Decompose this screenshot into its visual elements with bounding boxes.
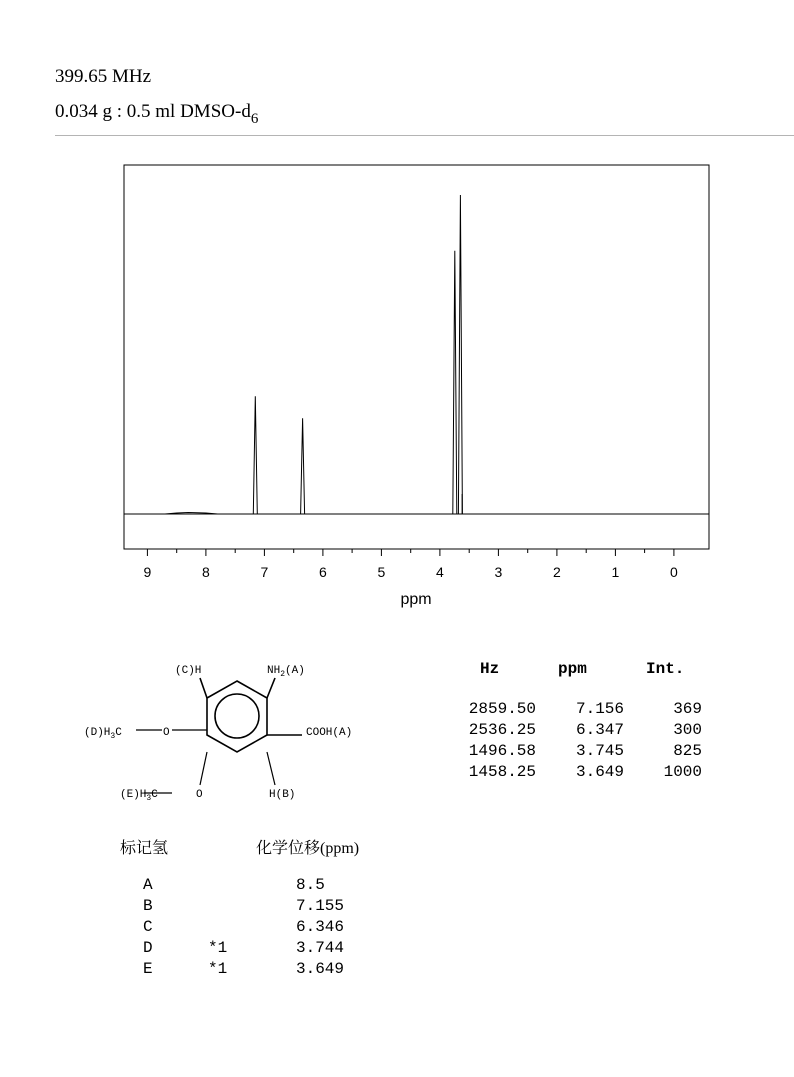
tick-label: 8 bbox=[202, 564, 210, 580]
tick-label: 3 bbox=[494, 564, 503, 580]
assignment-note: *1 bbox=[208, 939, 228, 957]
peak-intensity: 369 bbox=[673, 700, 702, 718]
assignment-label: E bbox=[143, 960, 153, 978]
chemical-structure bbox=[70, 650, 390, 810]
tick-label: 5 bbox=[377, 564, 386, 580]
tick-label: 7 bbox=[260, 564, 269, 580]
assignment-label: C bbox=[143, 918, 153, 936]
tick-label: 0 bbox=[670, 564, 678, 580]
label-e-methyl-sub: 3 bbox=[146, 794, 152, 803]
label-nh2 bbox=[267, 665, 305, 679]
assignment-shift: 7.155 bbox=[296, 897, 345, 915]
peak-table-header-int: Int. bbox=[646, 660, 685, 678]
table-row bbox=[140, 897, 380, 918]
x-axis-tick-labels bbox=[144, 564, 679, 580]
bond-c-nh2 bbox=[267, 678, 275, 698]
sample-concentration-main: 0.034 g : 0.5 ml DMSO-d bbox=[55, 101, 251, 122]
table-row bbox=[440, 721, 710, 742]
assignment-header-label: 标记氢 bbox=[120, 840, 169, 857]
aromatic-circle bbox=[215, 694, 259, 738]
peak-hz: 1458.25 bbox=[468, 763, 536, 781]
peak-ppm: 3.745 bbox=[575, 742, 624, 760]
label-nh2-tag: (A) bbox=[285, 665, 305, 677]
tick-label: 6 bbox=[319, 564, 327, 580]
tick-label: 2 bbox=[553, 564, 561, 580]
spectrometer-frequency: 399.65 MHz bbox=[55, 66, 152, 87]
peak-hz: 2536.25 bbox=[468, 721, 536, 739]
assignment-label: A bbox=[143, 876, 153, 894]
table-row bbox=[140, 939, 380, 960]
bond-c-h bbox=[200, 678, 207, 698]
sample-concentration bbox=[55, 101, 258, 128]
spacer-2 bbox=[172, 698, 207, 730]
label-o-upper: O bbox=[163, 727, 170, 739]
assignment-label: B bbox=[143, 897, 153, 915]
label-d-methyl-text: (D)H bbox=[84, 727, 111, 739]
peak-ppm: 7.156 bbox=[575, 700, 624, 718]
benzene-ring bbox=[207, 681, 267, 752]
spectrum-baseline bbox=[147, 513, 676, 515]
tick-label: 1 bbox=[611, 564, 620, 580]
sample-concentration-subscript: 6 bbox=[250, 111, 259, 127]
assignment-header-shift: 化学位移(ppm) bbox=[256, 840, 360, 857]
assignment-shift: 8.5 bbox=[296, 876, 325, 894]
table-row bbox=[140, 876, 380, 897]
table-row bbox=[140, 918, 380, 939]
peak-table-header-hz: Hz bbox=[480, 660, 500, 678]
label-nh2-text: NH bbox=[267, 665, 281, 677]
peak-2 bbox=[453, 251, 457, 514]
label-d-methyl bbox=[84, 727, 122, 741]
label-d-methyl-sub: 3 bbox=[110, 732, 116, 741]
label-e-methyl-c: C bbox=[151, 789, 158, 801]
unused bbox=[175, 730, 207, 735]
bond-o-ring-lower bbox=[200, 752, 207, 785]
unused-2 bbox=[172, 717, 207, 730]
peak-0 bbox=[253, 396, 257, 514]
peak-intensity: 300 bbox=[673, 721, 702, 739]
label-o-lower: O bbox=[196, 789, 203, 801]
peaks-group bbox=[253, 195, 462, 514]
peak-ppm: 3.649 bbox=[575, 763, 624, 781]
peak-ppm: 6.347 bbox=[575, 721, 624, 739]
nmr-spectrum-chart bbox=[0, 150, 794, 620]
peak-3 bbox=[458, 195, 462, 514]
label-d-methyl-c: C bbox=[115, 727, 122, 739]
x-axis-label: ppm bbox=[400, 591, 432, 608]
x-axis-ticks bbox=[147, 549, 674, 556]
peak-hz: 2859.50 bbox=[468, 700, 536, 718]
label-cooh: COOH(A) bbox=[306, 727, 353, 739]
table-row bbox=[440, 742, 710, 763]
label-e-methyl bbox=[120, 789, 158, 803]
tick-label: 9 bbox=[143, 564, 152, 580]
plot-frame bbox=[124, 165, 709, 549]
assignment-shift: 6.346 bbox=[296, 918, 345, 936]
assignment-note: *1 bbox=[208, 960, 228, 978]
assignment-shift: 3.744 bbox=[296, 939, 345, 957]
tick-label: 4 bbox=[436, 564, 444, 580]
label-h-b: H(B) bbox=[269, 789, 296, 801]
table-row bbox=[140, 960, 380, 981]
assignment-label: D bbox=[143, 939, 153, 957]
peak-1 bbox=[301, 418, 305, 514]
peak-hz: 1496.58 bbox=[468, 742, 536, 760]
label-nh2-sub: 2 bbox=[280, 670, 286, 679]
peak-intensity: 1000 bbox=[663, 763, 702, 781]
peak-table-header-ppm: ppm bbox=[558, 660, 587, 678]
label-e-methyl-text: (E)H bbox=[120, 789, 147, 801]
table-row bbox=[440, 700, 710, 721]
peak-intensity: 825 bbox=[673, 742, 702, 760]
header-divider bbox=[55, 135, 794, 136]
bond-c-hb bbox=[267, 752, 275, 785]
table-row bbox=[440, 763, 710, 784]
assignment-shift: 3.649 bbox=[296, 960, 345, 978]
label-c-h: (C)H bbox=[175, 665, 202, 677]
